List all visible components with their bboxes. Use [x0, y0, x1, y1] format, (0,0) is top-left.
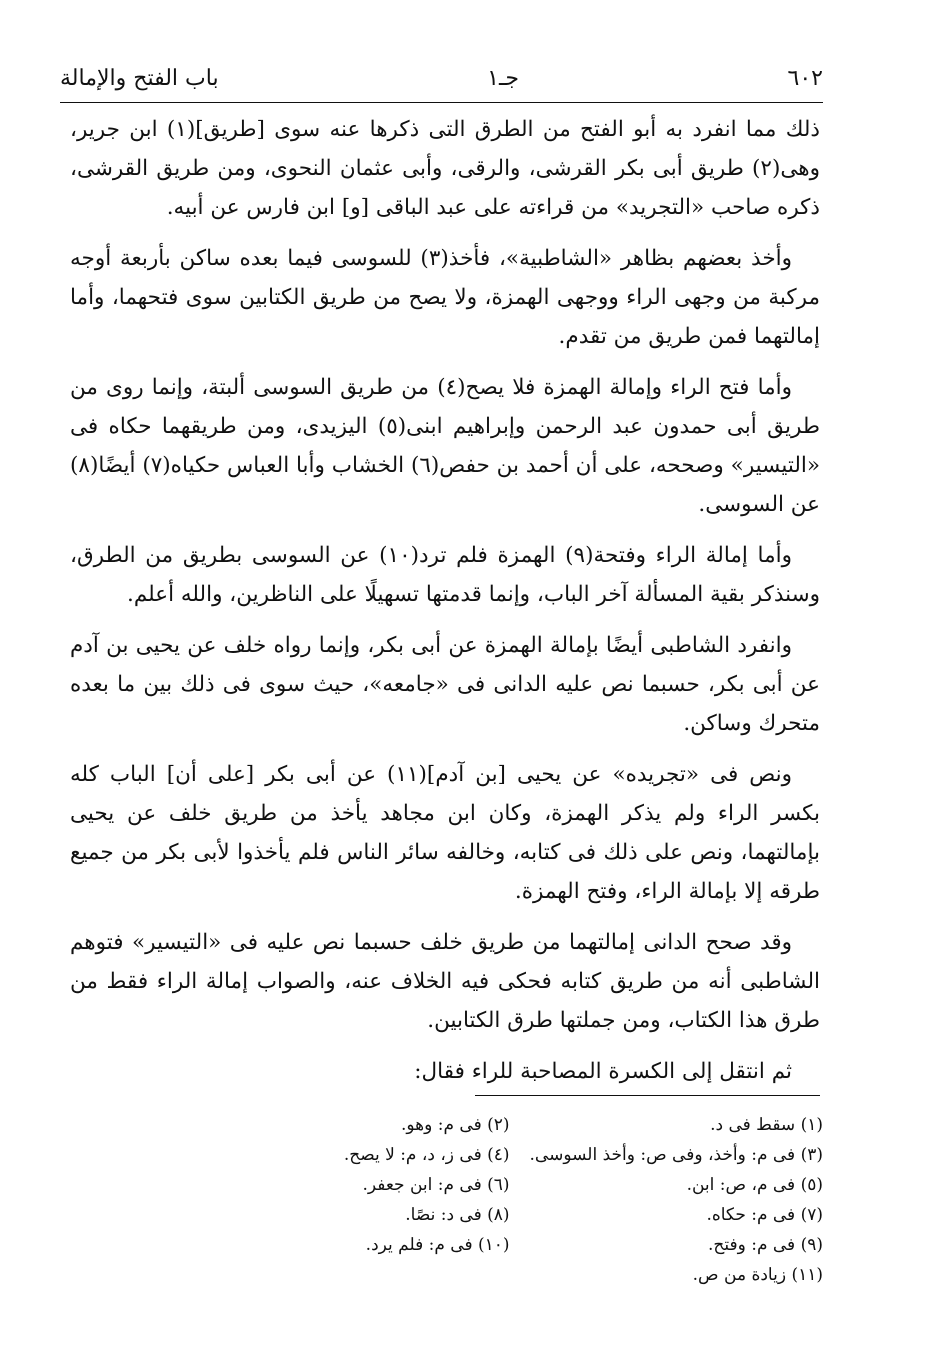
footnote-item: (١) سقط فى د.: [710, 1115, 823, 1135]
main-text: [70, 110, 820, 1103]
footnote-item: (٩) فى م: وفتح.: [707, 1235, 823, 1255]
paragraph-5: وانفرد الشاطبى أيضًا بإمالة الهمزة عن أبى بكر، وإنما رواه خلف عن يحيى بن آدم عن أبى بكر، حسبما نص عليه الدانى فى «جامعه»، حيث سوى فى ذلك بين ما بعده متحرك وساكن.: [70, 633, 820, 736]
footnote-item: (٢) فى م: وهو.: [400, 1115, 510, 1135]
footnote-item: (٥) فى م، ص: ابن.: [686, 1175, 823, 1195]
footnote-item: (٤) فى ز، د، م: لا يصح.: [343, 1145, 510, 1165]
footnote-item: (١٠) فى م: فلم يرد.: [365, 1235, 510, 1255]
paragraph-8: ثم انتقل إلى الكسرة المصاحبة للراء فقال:: [414, 1059, 792, 1084]
paragraph-1: ذلك مما انفرد به أبو الفتح من الطرق التى ذكرها عنه سوى [طريق](١) ابن جرير، وهى(٢) طريق أبى بكر القرشى، والرقى، وأبى عثمان النحوى، ومن طريق القرشى، ذكره صاحب «التجريد» من قراءته على عبد الباقى [و] ابن فارس عن أبيه.: [70, 117, 820, 220]
footnote-rule: [475, 1095, 820, 1096]
paragraph-3: وأما فتح الراء وإمالة الهمزة فلا يصح(٤) من طريق السوسى ألبتة، وإنما روى من طريق أبى حمدون عبد الرحمن وإبراهيم ابنى(٥) اليزيدى، ومن طريقهما حكاه فى «التيسير» وصححه، على أن أحمد بن حفص(٦) الخشاب وأبا العباس حكياه(٧) أيضًا(٨) عن السوسى.: [70, 375, 820, 517]
paragraph-4: وأما إمالة الراء وفتحة(٩) الهمزة فلم ترد(١٠) عن السوسى بطريق من الطرق، وسنذكر بقية المسألة آخر الباب، وإنما قدمتها تسهيلًا على الناظرين، والله أعلم.: [70, 543, 820, 607]
footnote-item: (١١) زيادة من ص.: [692, 1265, 823, 1285]
paragraph-6: ونص فى «تجريده» عن يحيى [بن آدم](١١) عن أبى بكر [على أن] الباب كله بكسر الراء ولم يذكر الهمزة، وكان ابن مجاهد يأخذ من طريق خلف عن يحيى بإمالتهما، ونص على ذلك فى كتابه، وخالفه سائر الناس فلم يأخذوا لأبى بكر من جميع طرقه إلا بإمالة الراء، وفتح الهمزة.: [70, 762, 820, 904]
paragraph-2: وأخذ بعضهم بظاهر «الشاطبية»، فأخذ(٣) للسوسى فيما بعده ساكن بأربعة أوجه مركبة من وجهى الراء ووجهى الهمزة، ولا يصح من طريق الكتابين سوى فتحهما، وأما إمالتهما فمن طريق من تقدم.: [70, 246, 820, 349]
footnotes: [275, 1110, 823, 1290]
footnote-item: (٦) فى م: ابن جعفر.: [362, 1175, 510, 1195]
header-rule: [60, 102, 823, 103]
footnote-item: (٣) فى م: وأخذ، وفى ص: وأخذ السوسى.: [529, 1145, 823, 1165]
footnote-item: (٧) فى م: حكاه.: [706, 1205, 823, 1225]
paragraph-7: وقد صحح الدانى إمالتهما من طريق خلف حسبما نص عليه فى «التيسير» فتوهم الشاطبى أنه من طريق كتابه فحكى فيه الخلاف عنه، والصواب إمالة الراء فقط من طرق هذا الكتاب، ومن جملتها طرق الكتابين.: [70, 930, 820, 1033]
page-header: [60, 60, 823, 96]
chapter-title: باب الفتح والإمالة: [60, 65, 219, 91]
volume-label: جـ١: [487, 65, 519, 91]
footnote-item: (٨) فى د: نصًا.: [405, 1205, 510, 1225]
page-number: ٦٠٢: [787, 65, 823, 91]
